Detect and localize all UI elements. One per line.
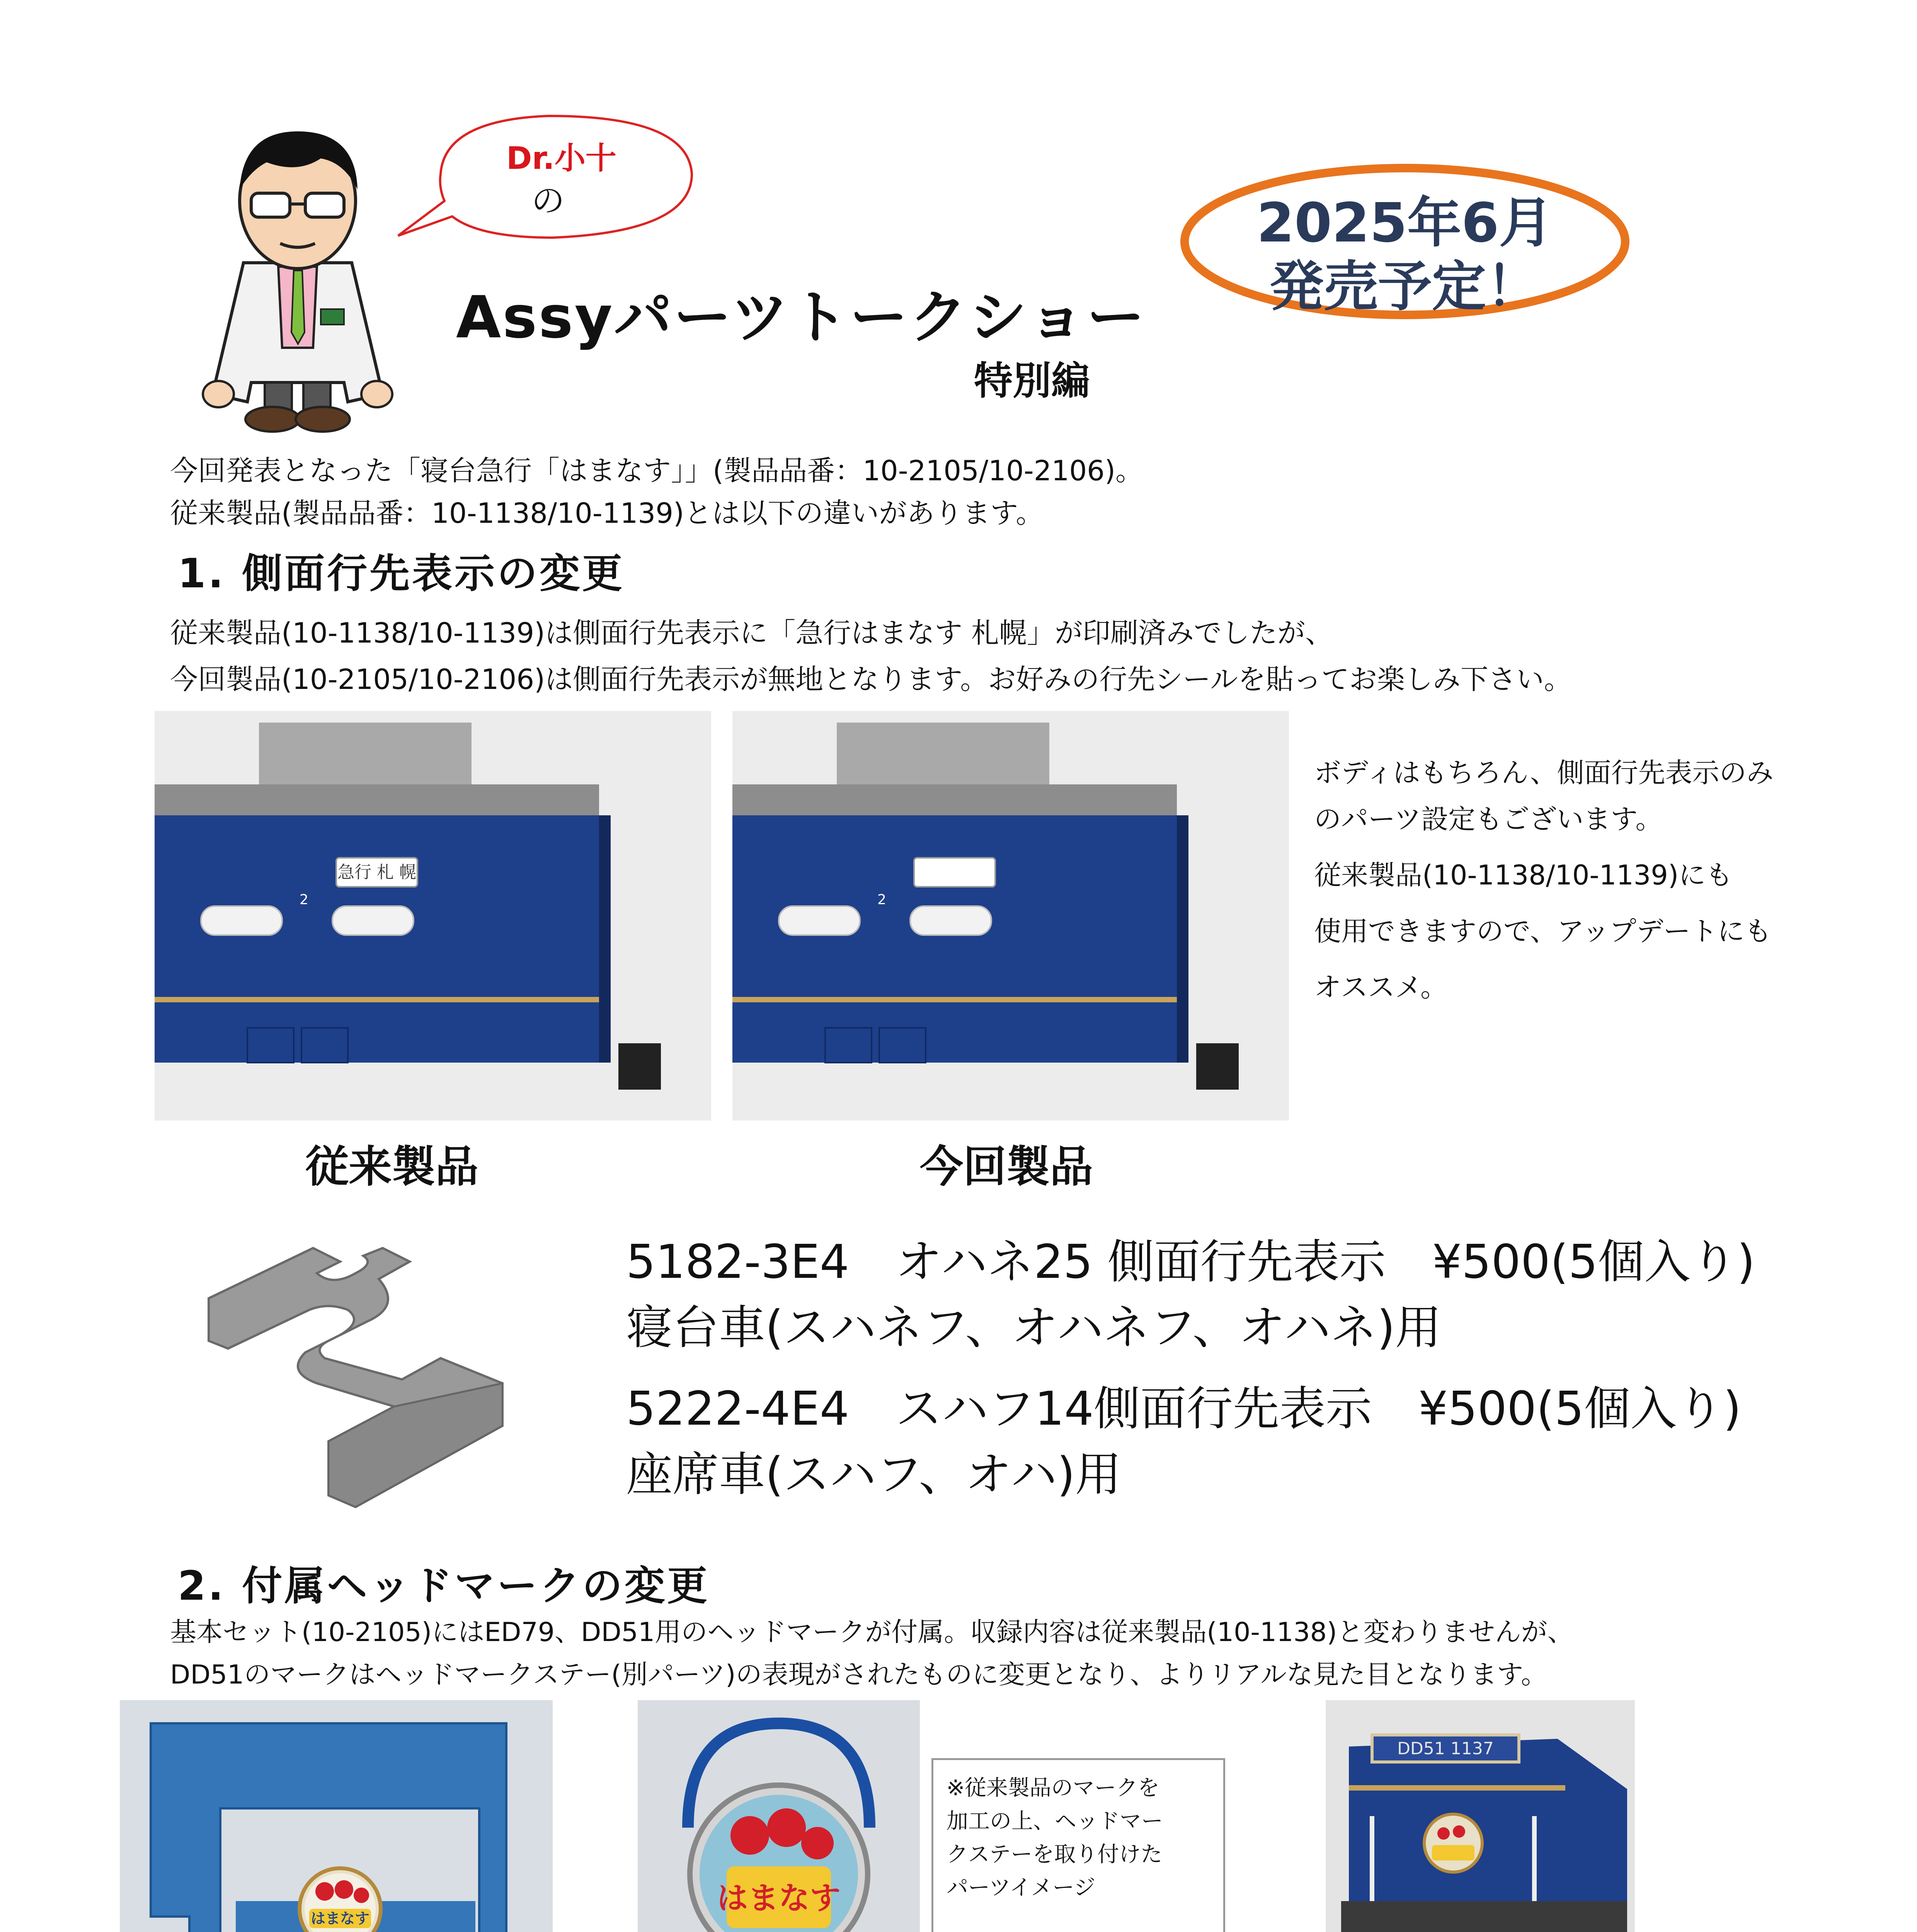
logo-text: Dr.小十 bbox=[506, 140, 616, 176]
speech-bubble-logo bbox=[386, 104, 703, 267]
section-2-heading: 2. 付属ヘッドマークの変更 bbox=[178, 1562, 710, 1609]
section-1-text-2: 今回製品(10-2105/10-2106)は側面行先表示が無地となります。お好みの行先シールを貼ってお楽しみ下さい。 bbox=[170, 663, 1572, 696]
page-title: Assyパーツトークショー bbox=[456, 284, 1146, 351]
intro-line-2: 従来製品(製品品番：10-1138/10-1139)とは以下の違いがあります。 bbox=[170, 497, 1044, 529]
page-subtitle: 特別編 bbox=[974, 358, 1090, 403]
section-1-heading: 1. 側面行先表示の変更 bbox=[178, 550, 625, 597]
release-date: 2025年6月 bbox=[1256, 192, 1553, 255]
plate-print-text: 急行 札 幌 bbox=[337, 862, 416, 882]
part-illustration bbox=[201, 1225, 549, 1522]
section-1-text-1: 従来製品(10-1138/10-1139)は側面行先表示に「急行はまなす 札幌」が印刷済みでしたが、 bbox=[170, 617, 1333, 649]
side-note bbox=[1314, 750, 1774, 1010]
mark-label: はまなす bbox=[310, 1910, 370, 1927]
note-line: 加工の上、ヘッドマー bbox=[947, 1809, 1163, 1834]
photo-old-mark bbox=[120, 1700, 553, 1932]
caption-old-product: 従来製品 bbox=[305, 1142, 478, 1192]
doctor-illustration-top bbox=[182, 116, 414, 437]
release-status: 発売予定！ bbox=[1269, 255, 1540, 318]
intro-line-1: 今回発表となった「寝台急行「はまなす」」(製品品番：10-2105/10-2106)。 bbox=[170, 454, 1144, 487]
bubble-no-text: の bbox=[531, 182, 565, 220]
mark-note-box bbox=[931, 1758, 1225, 1932]
photo-old-product bbox=[155, 711, 711, 1121]
section-2-text-1: 基本セット(10-2105)にはED79、DD51用のヘッドマークが付属。収録内容は従来製品(10-1138)と変わりませんが、 bbox=[170, 1617, 1574, 1648]
caption-new-product: 今回製品 bbox=[920, 1142, 1093, 1192]
note-line: クステーを取り付けた bbox=[947, 1842, 1163, 1867]
car-number-text: 2 bbox=[877, 892, 886, 908]
part-2-title: 5222-4E4 スハフ14側面行先表示 ¥500(5個入り) bbox=[626, 1382, 1742, 1436]
side-note-line: 使用できますので、アップデートにも bbox=[1314, 915, 1772, 947]
car-number-text: 2 bbox=[300, 892, 308, 908]
release-badge bbox=[1179, 162, 1631, 321]
side-note-line: オススメ。 bbox=[1314, 971, 1448, 1003]
part-1-title: 5182-3E4 オハネ25 側面行先表示 ¥500(5個入り) bbox=[626, 1235, 1755, 1289]
section-2-text-2: DD51のマークはヘッドマークステー(別パーツ)の表現がされたものに変更となり、よりリアルな見た目となります。 bbox=[170, 1660, 1548, 1690]
side-note-line: のパーツ設定もございます。 bbox=[1314, 803, 1663, 835]
photo-new-product bbox=[732, 711, 1289, 1121]
part-2-usage: 座席車(スハフ、オハ)用 bbox=[626, 1448, 1122, 1502]
mark-label: はまなす bbox=[717, 1880, 841, 1916]
side-note-line: ボディはもちろん、側面行先表示のみ bbox=[1314, 757, 1774, 789]
note-line: ※従来製品のマークを bbox=[947, 1776, 1159, 1801]
loco-number-text: DD51 1137 bbox=[1397, 1739, 1494, 1759]
part-1-usage: 寝台車(スハネフ、オハネフ、オハネ)用 bbox=[626, 1301, 1442, 1355]
photo-new-mark bbox=[638, 1700, 920, 1932]
side-note-line: 従来製品(10-1138/10-1139)にも bbox=[1314, 859, 1733, 891]
note-line: パーツイメージ bbox=[947, 1875, 1096, 1900]
photo-vehicle bbox=[1326, 1700, 1635, 1932]
